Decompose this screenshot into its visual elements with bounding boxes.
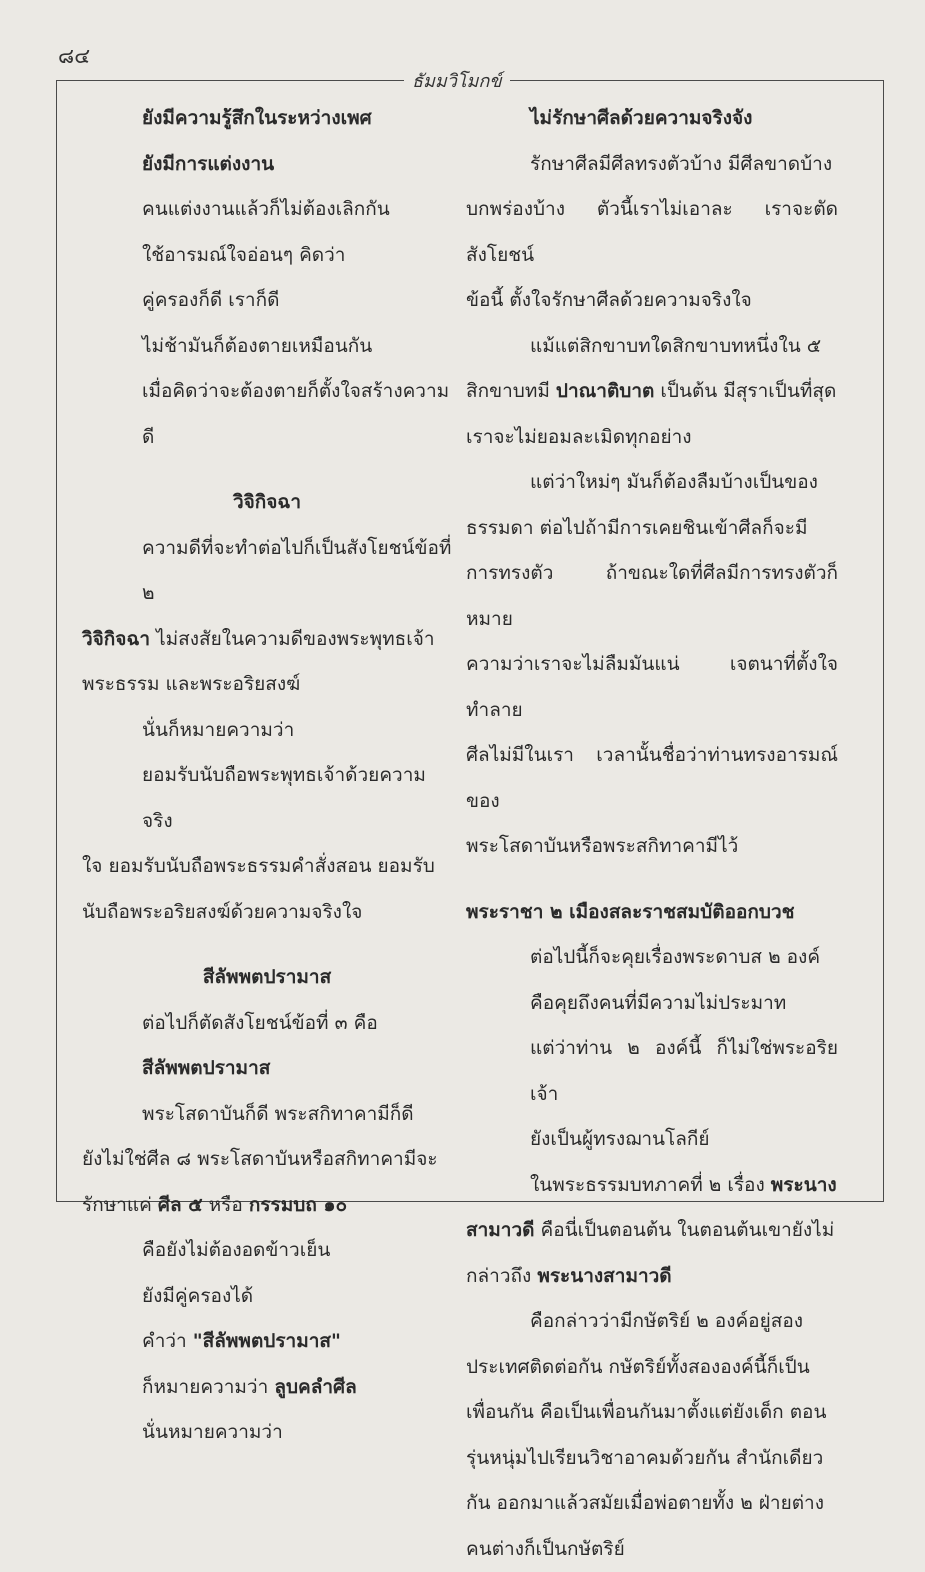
bold-term: "สีลัพพตปรามาส" (193, 1330, 341, 1352)
text-line: ยังมีคู่ครองได้ (82, 1274, 452, 1320)
text-span: ก็หมายความว่า (142, 1376, 274, 1398)
text-span: กล่าวถึง (466, 1265, 537, 1287)
section-heading: สีลัพพตปรามาส (82, 955, 452, 1001)
text-line: ใช้อารมณ์ใจอ่อนๆ คิดว่า (82, 233, 452, 279)
text-span: ในพระธรรมบทภาคที่ ๒ เรื่อง (530, 1174, 771, 1196)
bold-term: กรรมบถ ๑๐ (249, 1194, 347, 1216)
text-line: แม้แต่สิกขาบทใดสิกขาบทหนึ่งใน ๕ (466, 324, 838, 370)
text-line: พระโสดาบันหรือพระสกิทาคามีไว้ (466, 824, 838, 870)
text-line: ความว่าเราจะไม่ลืมมันแน่ เจตนาที่ตั้งใจทำลาย (466, 642, 838, 733)
text-line (82, 1183, 452, 1229)
text-span: เป็นต้น มีสุราเป็นที่สุด (654, 380, 836, 402)
bold-term: พระนาง (771, 1174, 837, 1196)
section-heading: ไม่รักษาศีลด้วยความจริงจัง (466, 96, 838, 142)
right-column (466, 96, 838, 1572)
text-line: ใจ ยอมรับนับถือพระธรรมคำสั่งสอน ยอมรับ (82, 844, 452, 890)
section-heading: วิจิกิจฉา (82, 480, 452, 526)
text-line: ข้อนี้ ตั้งใจรักษาศีลด้วยความจริงใจ (466, 278, 838, 324)
text-span: คือนี่เป็นตอนต้น ในตอนต้นเขายังไม่ (534, 1219, 834, 1241)
left-column (82, 96, 452, 1456)
text-line: ยังมีการแต่งงาน (82, 142, 452, 188)
text-line (466, 369, 838, 415)
text-line: ยังเป็นผู้ทรงฌานโลกีย์ (466, 1117, 838, 1163)
text-line (466, 1208, 838, 1254)
bold-term: สามาวดี (466, 1219, 534, 1241)
text-line: เมื่อคิดว่าจะต้องตายก็ตั้งใจสร้างความดี (82, 369, 452, 460)
text-line: คือคุยถึงคนที่มีความไม่ประมาท (466, 981, 838, 1027)
page-number: ๘๔ (58, 40, 90, 73)
text-line: ต่อไปก็ตัดสังโยชน์ข้อที่ ๓ คือ (82, 1001, 452, 1047)
text-line: ความดีที่จะทำต่อไปก็เป็นสังโยชน์ข้อที่ ๒ (82, 526, 452, 617)
text-line: นับถือพระอริยสงฆ์ด้วยความจริงใจ (82, 890, 452, 936)
text-line: ยังไม่ใช่ศีล ๘ พระโสดาบันหรือสกิทาคามีจะ (82, 1137, 452, 1183)
text-line (82, 1319, 452, 1365)
text-line (82, 617, 452, 663)
text-line: การทรงตัว ถ้าขณะใดที่ศีลมีการทรงตัวก็หมาย (466, 551, 838, 642)
bold-term: พระนางสามาวดี (537, 1265, 671, 1287)
text-line: ยังมีความรู้สึกในระหว่างเพศ (82, 96, 452, 142)
text-line: ยอมรับนับถือพระพุทธเจ้าด้วยความจริง (82, 753, 452, 844)
text-line (82, 1365, 452, 1411)
section-heading: พระราชา ๒ เมืองสละราชสมบัติออกบวช (466, 890, 838, 936)
text-line: ต่อไปนี้ก็จะคุยเรื่องพระดาบส ๒ องค์ (466, 935, 838, 981)
text-line: คือยังไม่ต้องอดข้าวเย็น (82, 1228, 452, 1274)
text-line: สีลัพพตปรามาส (82, 1046, 452, 1092)
text-line: แต่ว่าท่าน ๒ องค์นี้ ก็ไม่ใช่พระอริยเจ้า (466, 1026, 838, 1117)
text-line: นั่นก็หมายความว่า (82, 708, 452, 754)
text-span: สิกขาบทมี (466, 380, 556, 402)
text-line: รุ่นหนุ่มไปเรียนวิชาอาคมด้วยกัน สำนักเดียว (466, 1436, 838, 1482)
text-line: กัน ออกมาแล้วสมัยเมื่อพ่อตายทั้ง ๒ ฝ่ายต่าง (466, 1481, 838, 1527)
text-line (466, 1163, 838, 1209)
bold-term: วิจิกิจฉา (82, 628, 150, 650)
text-span: รักษาแค่ (82, 1194, 158, 1216)
text-line: พระโสดาบันก็ดี พระสกิทาคามีก็ดี (82, 1092, 452, 1138)
text-line: คนต่างก็เป็นกษัตริย์ (466, 1527, 838, 1572)
text-line: คู่ครองก็ดี เราก็ดี (82, 278, 452, 324)
text-line: ไม่ช้ามันก็ต้องตายเหมือนกัน (82, 324, 452, 370)
text-line: ศีลไม่มีในเรา เวลานั้นชื่อว่าท่านทรงอารมณ์ของ (466, 733, 838, 824)
bold-term: ลูบคลำศีล (274, 1376, 356, 1398)
text-line: ประเทศติดต่อกัน กษัตริย์ทั้งสององค์นี้ก็เป็น (466, 1345, 838, 1391)
text-span: คำว่า (142, 1330, 193, 1352)
text-line: นั่นหมายความว่า (82, 1410, 452, 1456)
text-line: คือกล่าวว่ามีกษัตริย์ ๒ องค์อยู่สอง (466, 1299, 838, 1345)
bold-term: ปาณาติบาต (556, 380, 654, 402)
text-span: ไม่สงสัยในความดีของพระพุทธเจ้า (150, 628, 434, 650)
text-line: รักษาศีลมีศีลทรงตัวบ้าง มีศีลขาดบ้าง (466, 142, 838, 188)
text-line: ธรรมดา ต่อไปถ้ามีการเคยชินเข้าศีลก็จะมี (466, 506, 838, 552)
text-line: เราจะไม่ยอมละเมิดทุกอย่าง (466, 415, 838, 461)
bold-term: ศีล ๕ (158, 1194, 203, 1216)
text-line: คนแต่งงานแล้วก็ไม่ต้องเลิกกัน (82, 187, 452, 233)
text-line: พระธรรม และพระอริยสงฆ์ (82, 662, 452, 708)
text-span: หรือ (203, 1194, 249, 1216)
text-line: บกพร่องบ้าง ตัวนี้เราไม่เอาละ เราจะตัดสังโยชน์ (466, 187, 838, 278)
text-line (466, 1254, 838, 1300)
text-line: แต่ว่าใหม่ๆ มันก็ต้องลืมบ้างเป็นของ (466, 460, 838, 506)
running-header: ธัมมวิโมกข์ (404, 66, 510, 95)
text-line: เพื่อนกัน คือเป็นเพื่อนกันมาตั้งแต่ยังเด็ก ตอน (466, 1390, 838, 1436)
